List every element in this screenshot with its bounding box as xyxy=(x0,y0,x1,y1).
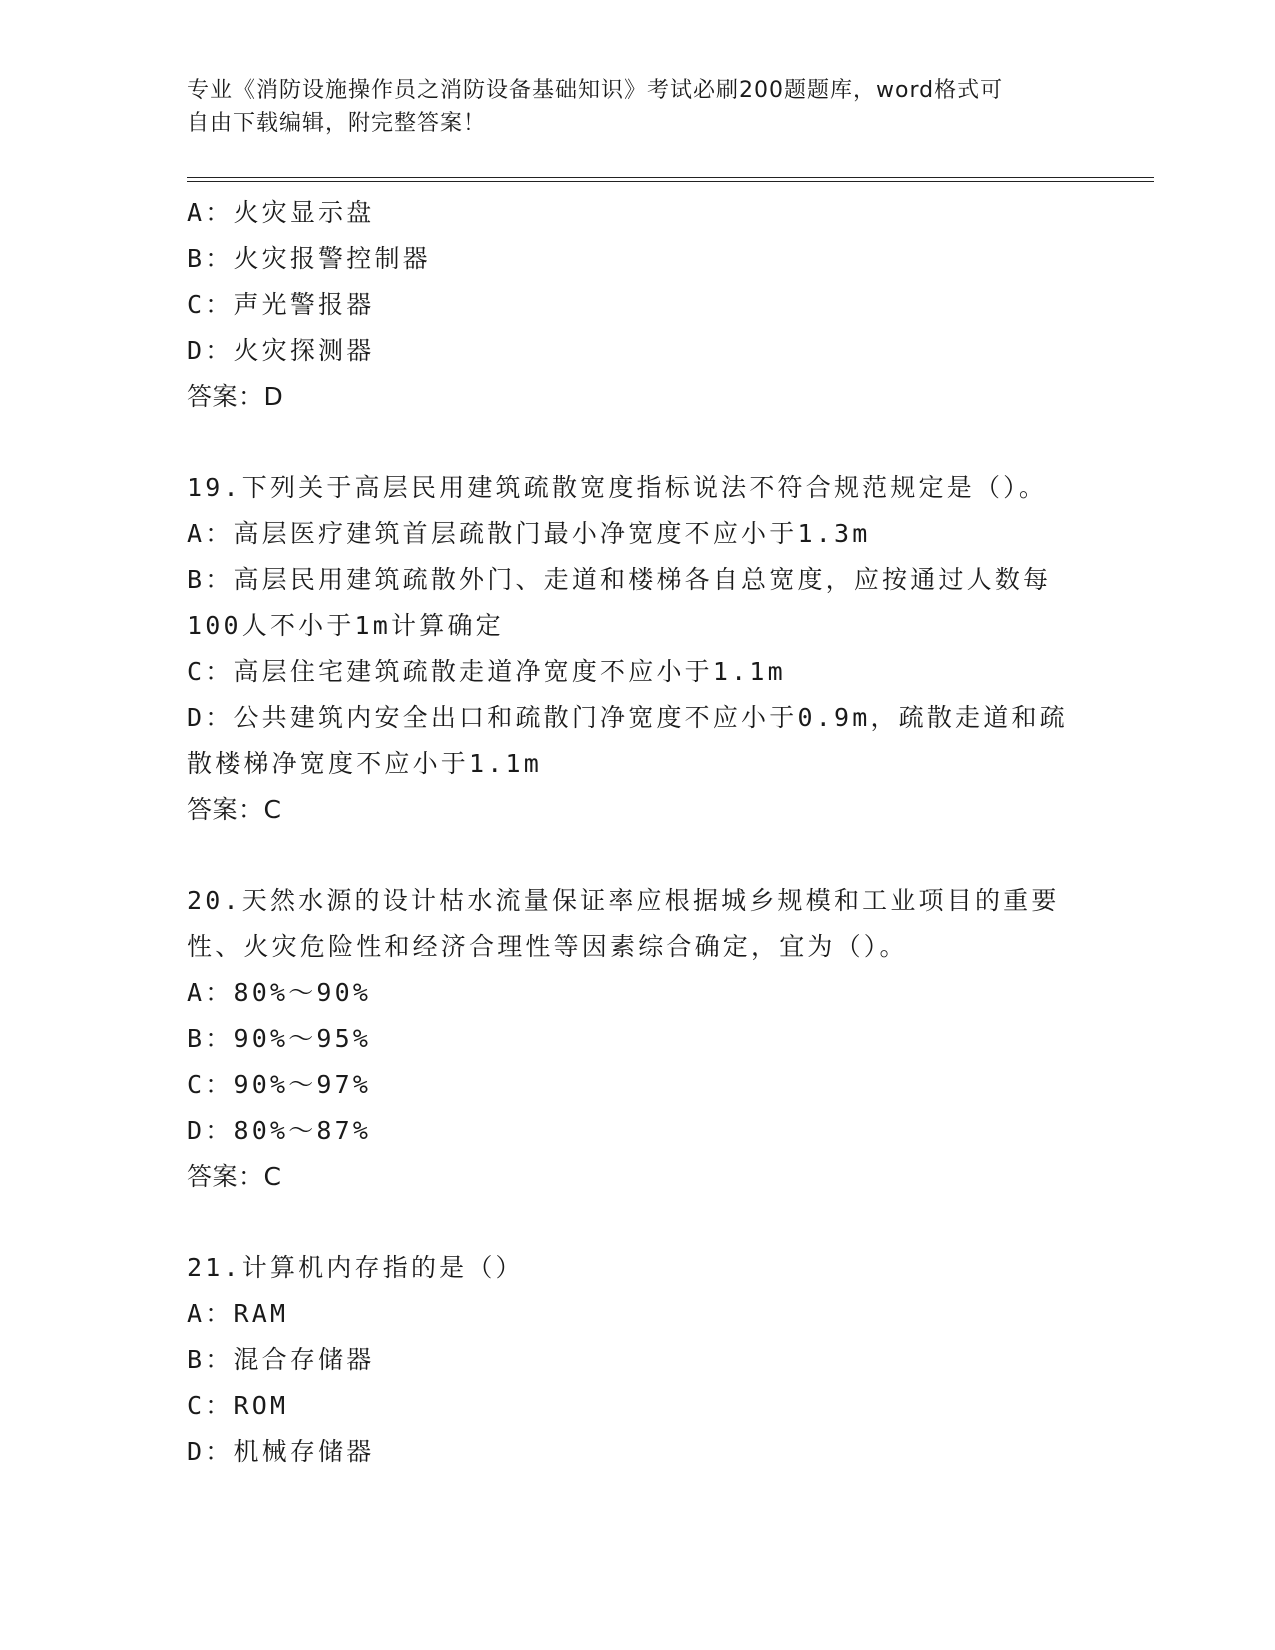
question-18 xyxy=(187,190,1087,420)
option-c: C：90%～97% xyxy=(187,1070,372,1099)
question-text-continued: 性、火灾危险性和经济合理性等因素综合确定，宜为（）。 xyxy=(187,932,908,961)
option-b: B：混合存储器 xyxy=(187,1345,375,1374)
option-b: B：90%～95% xyxy=(187,1024,372,1053)
option-d: D：80%～87% xyxy=(187,1116,372,1145)
option-a: A：RAM xyxy=(187,1299,289,1328)
option-a: A：火灾显示盘 xyxy=(187,198,375,227)
header-divider-bottom xyxy=(187,181,1154,182)
answer: 答案：C xyxy=(187,1162,282,1191)
header-line-2: 自由下载编辑，附完整答案！ xyxy=(187,111,487,136)
question-20 xyxy=(187,878,1087,1200)
document-header xyxy=(187,74,1077,140)
question-21 xyxy=(187,1245,1087,1475)
option-d: D：机械存储器 xyxy=(187,1437,375,1466)
option-d-continued: 散楼梯净宽度不应小于1.1m xyxy=(187,749,543,778)
option-b-continued: 100人不小于1m计算确定 xyxy=(187,611,504,640)
option-c: C：高层住宅建筑疏散走道净宽度不应小于1.1m xyxy=(187,657,786,686)
document-body xyxy=(187,190,1087,1475)
answer: 答案：D xyxy=(187,382,284,411)
answer: 答案：C xyxy=(187,795,282,824)
question-text: 21.计算机内存指的是（） xyxy=(187,1253,524,1282)
option-a: A：高层医疗建筑首层疏散门最小净宽度不应小于1.3m xyxy=(187,519,871,548)
option-c: C：声光警报器 xyxy=(187,290,375,319)
question-19 xyxy=(187,465,1087,833)
spacer xyxy=(187,833,1087,878)
spacer xyxy=(187,420,1087,465)
option-b: B：高层民用建筑疏散外门、走道和楼梯各自总宽度，应按通过人数每 xyxy=(187,565,1052,594)
option-d: D：公共建筑内安全出口和疏散门净宽度不应小于0.9m，疏散走道和疏 xyxy=(187,703,1068,732)
option-d: D：火灾探测器 xyxy=(187,336,375,365)
header-line-1: 专业《消防设施操作员之消防设备基础知识》考试必刷200题题库，word格式可 xyxy=(187,78,1004,103)
option-c: C：ROM xyxy=(187,1391,289,1420)
question-text: 20.天然水源的设计枯水流量保证率应根据城乡规模和工业项目的重要 xyxy=(187,886,1060,915)
option-a: A：80%～90% xyxy=(187,978,372,1007)
question-text: 19.下列关于高层民用建筑疏散宽度指标说法不符合规范规定是（）。 xyxy=(187,473,1048,502)
header-divider-top xyxy=(187,177,1154,178)
option-b: B：火灾报警控制器 xyxy=(187,244,431,273)
spacer xyxy=(187,1200,1087,1245)
